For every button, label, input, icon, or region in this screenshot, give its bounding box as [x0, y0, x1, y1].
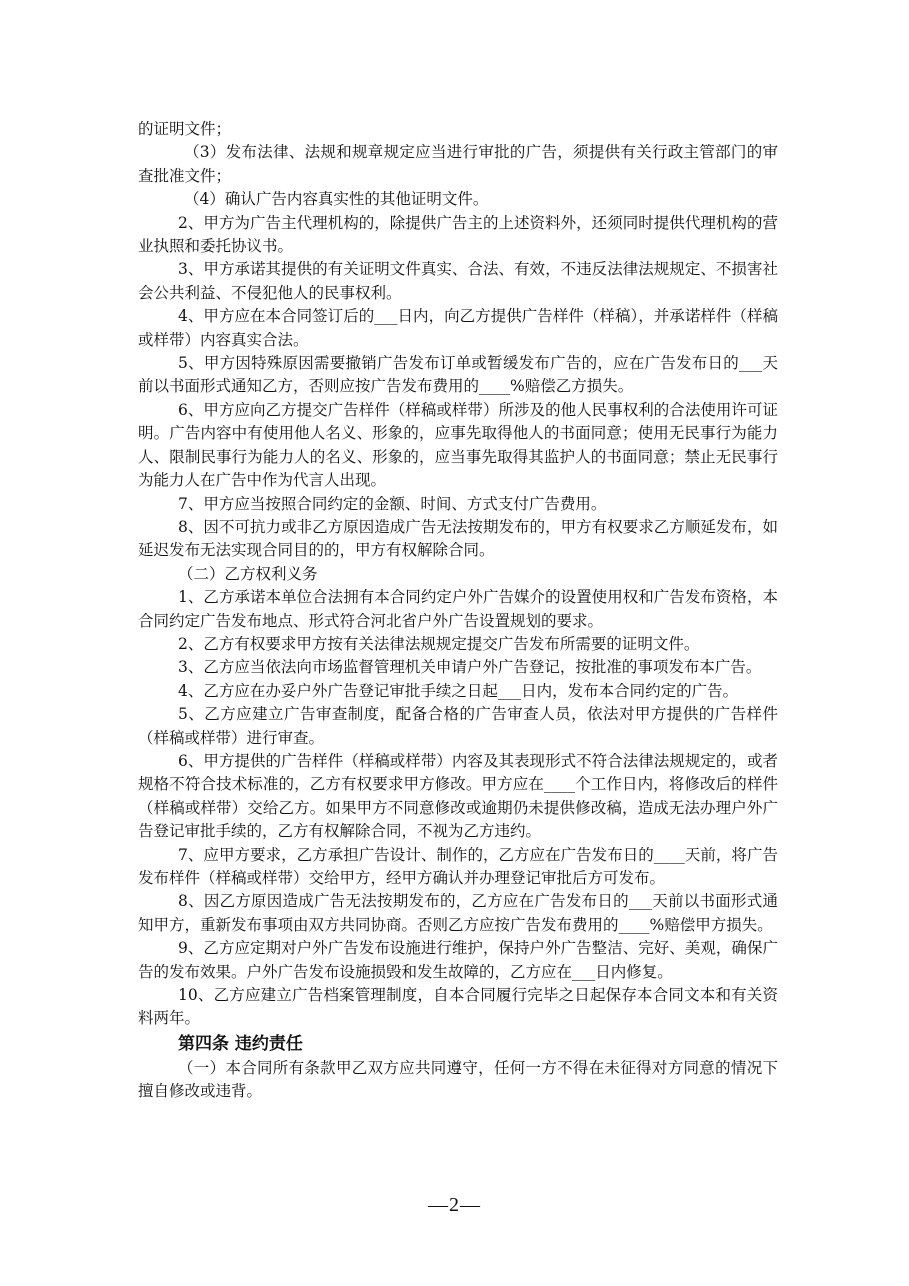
- paragraph-party-b-7: 7、应甲方要求，乙方承担广告设计、制作的，乙方应在广告发布日的____天前，将广告发布样件（样稿或样带）交给甲方，经甲方确认并办理登记审批后方可发布。: [138, 845, 778, 887]
- paragraph-party-b-1: 1、乙方承诺本单位合法拥有本合同约定户外广告媒介的设置使用权和广告发布资格，本合同约定广告发布地点、形式符合河北省户外广告设置规划的要求。: [138, 588, 778, 630]
- paragraph-party-a-7: 7、甲方应当按照合同约定的金额、时间、方式支付广告费用。: [178, 494, 607, 513]
- paragraph-party-b-4: 4、乙方应在办妥户外广告登记审批手续之日起___日内，发布本合同约定的广告。: [178, 681, 739, 700]
- paragraph-item-4: （4）确认广告内容真实性的其他证明文件。: [184, 190, 489, 209]
- paragraph-party-a-6: 6、甲方应向乙方提交广告样件（样稿或样带）所涉及的他人民事权利的合法使用许可证明。广告内容中有使用他人名义、形象的，应事先取得他人的书面同意；使用无民事行为能力人、限制民事行为能力人的名义、形象的，应当事先取得其监护人的书面同意；禁止无民事行为能力人在广告中作为代言人出现。: [138, 400, 778, 490]
- paragraph-breach-1: （一）本合同所有条款甲乙双方应共同遵守，任何一方不得在未征得对方同意的情况下擅自修改或违背。: [138, 1058, 778, 1101]
- paragraph-party-b-9: 9、乙方应定期对户外广告发布设施进行维护，保持户外广告整洁、完好、美观，确保广告的发布效果。户外广告发布设施损毁和发生故障的，乙方应在___日内修复。: [138, 939, 778, 981]
- paragraph-party-a-8: 8、因不可抗力或非乙方原因造成广告无法按期发布的，甲方有权要求乙方顺延发布，如延迟发布无法实现合同目的的，甲方有权解除合同。: [138, 517, 778, 560]
- document-body: [138, 118, 778, 1104]
- paragraph-party-a-3: 3、甲方承诺其提供的有关证明文件真实、合法、有效，不违反法律法规规定、不损害社会公共利益、不侵犯他人的民事权利。: [138, 260, 778, 302]
- paragraph-party-b-2: 2、乙方有权要求甲方按有关法律法规规定提交广告发布所需要的证明文件。: [178, 634, 700, 653]
- paragraph-party-a-2: 2、甲方为广告主代理机构的，除提供广告主的上述资料外，还须同时提供代理机构的营业执照和委托协议书。: [138, 213, 778, 256]
- paragraph-party-b-3: 3、乙方应当依法向市场监督管理机关申请户外广告登记，按批准的事项发布本广告。: [178, 658, 762, 677]
- paragraph-continuation: 的证明文件；: [138, 120, 232, 138]
- page-number: —2—: [428, 1194, 481, 1216]
- paragraph-party-a-5: 5、甲方因特殊原因需要撤销广告发布订单或暂缓发布广告的，应在广告发布日的___天前以书面形式通知乙方，否则应按广告发布费用的____%赔偿乙方损失。: [138, 354, 778, 396]
- paragraph-party-a-4: 4、甲方应在本合同签订后的___日内，向乙方提供广告样件（样稿），并承诺样件（样稿或样带）内容真实合法。: [138, 307, 778, 349]
- paragraph-party-b-5: 5、乙方应建立广告审查制度，配备合格的广告审查人员，依法对甲方提供的广告样件（样稿或样带）进行审查。: [138, 705, 778, 747]
- paragraph-item-3: （3）发布法律、法规和规章规定应当进行审批的广告，须提供有关行政主管部门的审查批准文件；: [138, 143, 778, 185]
- section-heading-breach: 第四条 违约责任: [178, 1033, 303, 1054]
- paragraph-party-b-10: 10、乙方应建立广告档案管理制度，自本合同履行完毕之日起保存本合同文本和有关资料两年。: [138, 986, 778, 1028]
- paragraph-party-b-6: 6、甲方提供的广告样件（样稿或样带）内容及其表现形式不符合法律法规规定的，或者规格不符合技术标准的，乙方有权要求甲方修改。甲方应在____个工作日内，将修改后的样件（样稿或样带）交给乙方。如果甲方不同意修改或逾期仍未提供修改稿，造成无法办理户外广告登记审批手续的，乙方有权解除合同，不视为乙方违约。: [138, 751, 778, 841]
- subsection-heading-party-b: （二）乙方权利义务: [178, 564, 318, 583]
- paragraph-party-b-8: 8、因乙方原因造成广告无法按期发布的，乙方应在广告发布日的___天前以书面形式通知甲方，重新发布事项由双方共同协商。否则乙方应按广告发布费用的____%赔偿甲方损失。: [138, 892, 778, 934]
